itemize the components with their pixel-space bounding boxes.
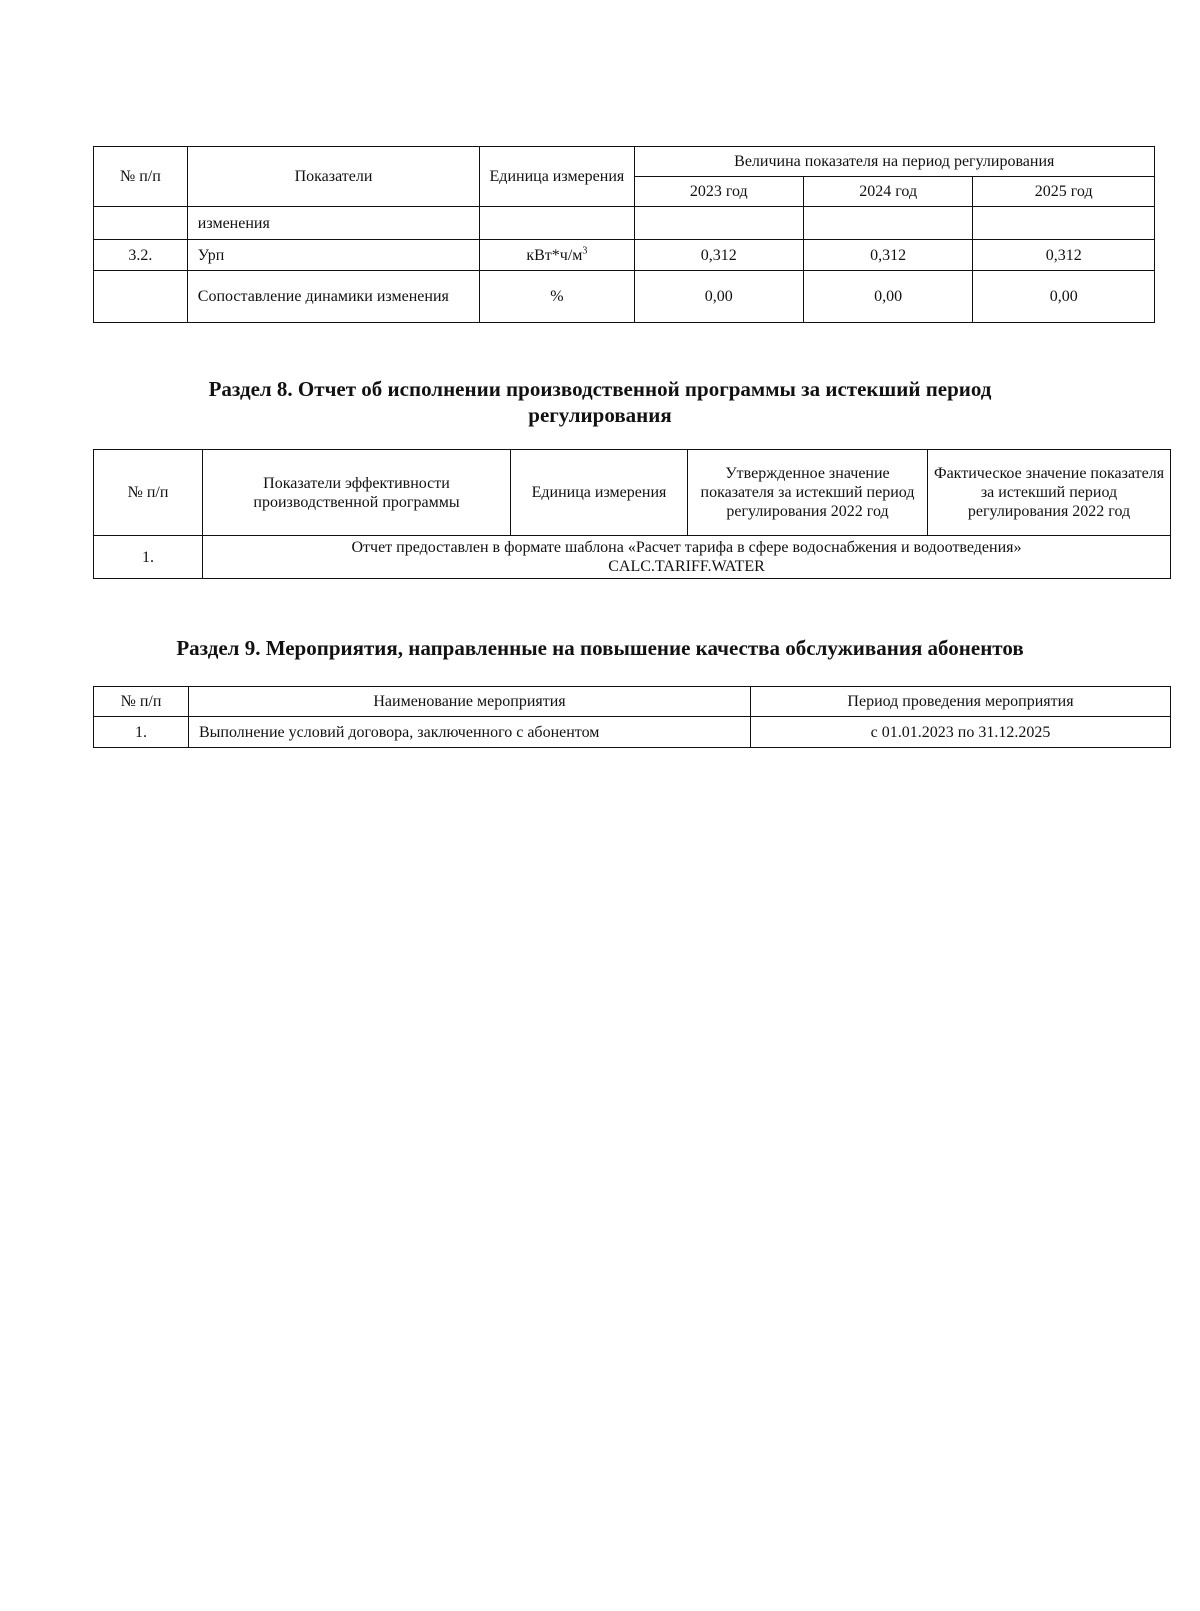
row-value-2025: 0,312 — [973, 240, 1155, 271]
s8-row-num: 1. — [94, 536, 203, 579]
section8-title-line2: регулирования — [528, 403, 672, 427]
row-unit — [480, 207, 634, 240]
s9-row-num: 1. — [94, 717, 189, 748]
row-value-2024: 0,312 — [803, 240, 972, 271]
section9-table — [93, 686, 1171, 748]
section8-table — [93, 449, 1171, 579]
table-row — [94, 207, 1155, 240]
s8-row-text-line2: CALC.TARIFF.WATER — [608, 558, 765, 575]
header-indicators: Показатели — [187, 147, 479, 207]
header-year-2025: 2025 год — [973, 177, 1155, 207]
s8-row-text — [203, 536, 1171, 579]
row-name: Урп — [187, 240, 479, 271]
s9-header-period: Период проведения мероприятия — [751, 687, 1171, 717]
row-num — [94, 207, 188, 240]
section8-title — [0, 376, 1200, 428]
row-unit: кВт*ч/м — [526, 246, 583, 264]
s9-row-name: Выполнение условий договора, заключенного с абонентом — [189, 717, 751, 748]
s9-row-period: с 01.01.2023 по 31.12.2025 — [751, 717, 1171, 748]
section8-title-line1: Раздел 8. Отчет об исполнении производственной программы за истекший период — [208, 377, 992, 401]
row-value-2024: 0,00 — [803, 271, 972, 323]
row-unit-cell — [480, 240, 634, 271]
row-value-2025 — [973, 207, 1155, 240]
row-name: изменения — [187, 207, 479, 240]
table-row — [94, 271, 1155, 323]
header-unit: Единица измерения — [480, 147, 634, 207]
header-year-2024: 2024 год — [803, 177, 972, 207]
s8-header-actual: Фактическое значение показателя за истекший период регулирования 2022 год — [928, 450, 1171, 536]
s8-header-approved: Утвержденное значение показателя за истекший период регулирования 2022 год — [688, 450, 928, 536]
header-num: № п/п — [94, 147, 188, 207]
header-year-2023: 2023 год — [634, 177, 803, 207]
row-value-2023: 0,00 — [634, 271, 803, 323]
row-value-2023: 0,312 — [634, 240, 803, 271]
row-value-2024 — [803, 207, 972, 240]
s9-header-name: Наименование мероприятия — [189, 687, 751, 717]
s9-header-num: № п/п — [94, 687, 189, 717]
row-unit: % — [480, 271, 634, 323]
table-row — [94, 240, 1155, 271]
section9-title: Раздел 9. Мероприятия, направленные на повышение качества обслуживания абонентов — [176, 636, 1024, 660]
row-name: Сопоставление динамики изменения — [187, 271, 479, 323]
table-row — [94, 717, 1171, 748]
row-num — [94, 271, 188, 323]
row-num: 3.2. — [94, 240, 188, 271]
table-row — [94, 536, 1171, 579]
unit-superscript: 3 — [582, 245, 588, 257]
s8-row-text-line1: Отчет предоставлен в формате шаблона «Расчет тарифа в сфере водоснабжения и водоотведения» — [351, 539, 1022, 556]
indicators-table — [93, 146, 1155, 323]
row-value-2025: 0,00 — [973, 271, 1155, 323]
s8-header-indicators: Показатели эффективности производственной программы — [203, 450, 511, 536]
header-period-group: Величина показателя на период регулирования — [634, 147, 1154, 177]
s8-header-num: № п/п — [94, 450, 203, 536]
row-value-2023 — [634, 207, 803, 240]
s8-header-unit: Единица измерения — [511, 450, 688, 536]
